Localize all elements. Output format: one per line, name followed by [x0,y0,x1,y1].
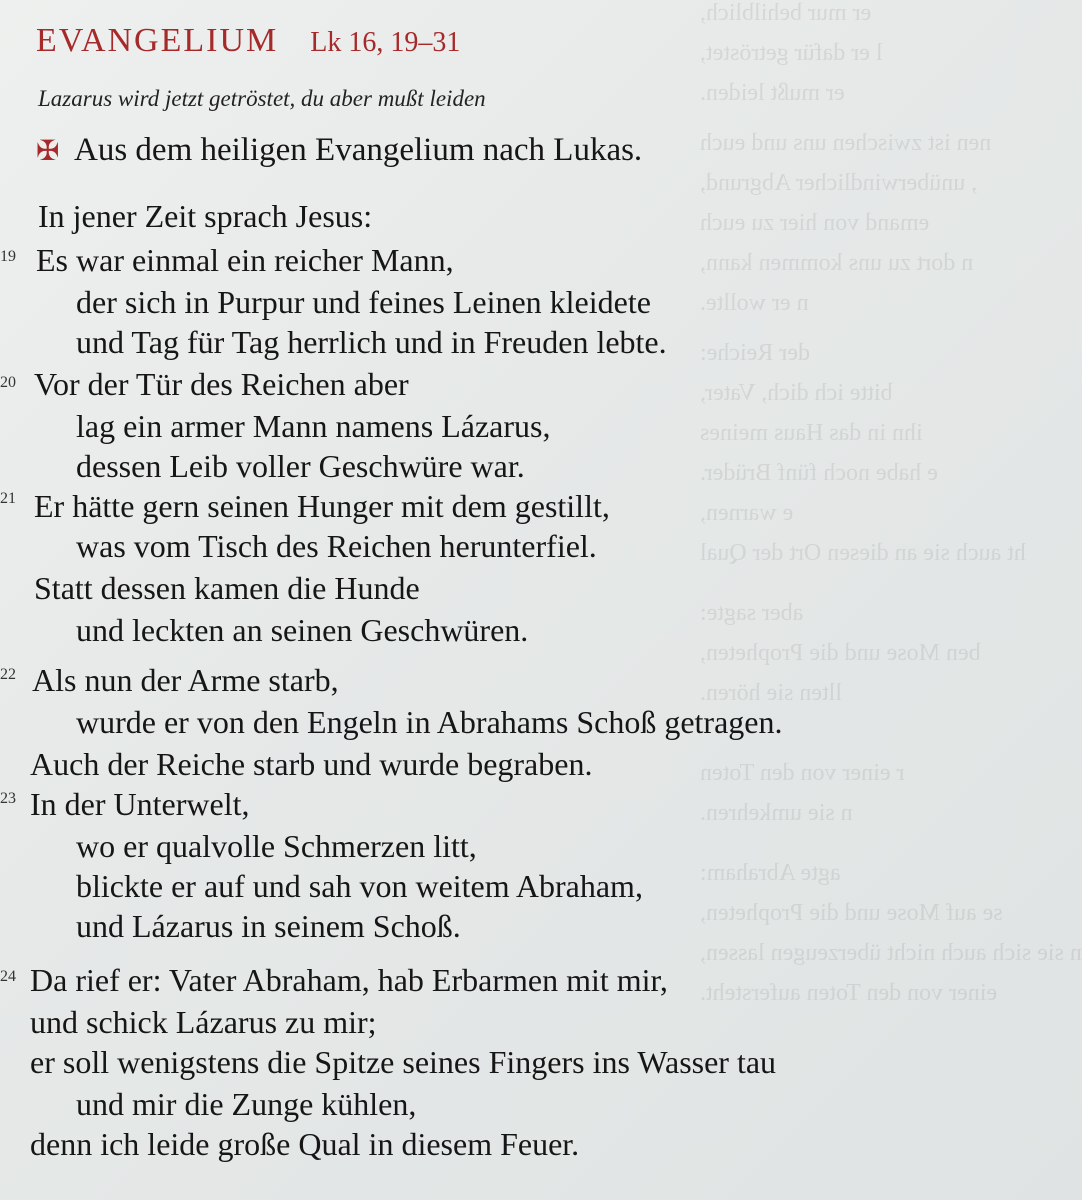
text-line: lag ein armer Mann namens Lázarus, [76,408,551,444]
gospel-heading [36,22,460,60]
text-line: was vom Tisch des Reichen herunterfiel. [76,528,597,564]
text-line: Vor der Tür des Reichen aber [34,366,409,402]
text-line: der sich in Purpur und feines Leinen kleidete [76,284,651,320]
gospel-subtitle: Lazarus wird jetzt getröstet, du aber mußt leiden [38,86,486,111]
text-line: dessen Leib voller Geschwüre war. [76,448,525,484]
introduction-text: Aus dem heiligen Evangelium nach Lukas. [74,132,643,168]
scripture-reference: Lk 16, 19–31 [310,27,461,58]
text-line: Er hätte gern seinen Hunger mit dem gestillt, [34,488,610,524]
text-line: In der Unterwelt, [30,786,250,822]
text-line: und schick Lázarus zu mir; [30,1004,377,1040]
text-line: und leckten an seinen Geschwüren. [76,612,529,648]
show-through-text: er mur behilblich, l er dafür getröstet, er mußt leiden. nen ist zwischen uns und euch , unüberwindlicher Abgrund, emand von hier zu euch n dort zu uns kommen kann, n er wollte. der Reiche: bitte ich dich, Vater, ihn in das Haus meines e habe noch fünf Brüder. e warnen, ht auch sie an diesen Ort der Qual aber sagte: ben Mose und die Propheten, llten sie hören. r einer von den Toten n sie umkehren. agte Abraham: se auf Mose und die Propheten, n sie sich auch nicht überzeugen lassen, einer von den Toten aufersteht. [700,0,1082,1006]
verse-number: 21 [0,490,16,507]
gospel-introduction [36,132,642,169]
text-line: blickte er auf und sah von weitem Abraham, [76,868,643,904]
verse-number: 23 [0,790,16,807]
text-line: denn ich leide große Qual in diesem Feuer. [30,1126,580,1162]
text-line: und Lázarus in seinem Schoß. [76,908,461,944]
verse-number: 19 [0,248,16,265]
text-line: In jener Zeit sprach Jesus: [38,198,373,234]
text-line: Auch der Reiche starb und wurde begraben. [30,746,593,782]
verse-number: 24 [0,968,16,985]
verse-number: 20 [0,374,16,391]
page-title: EVANGELIUM [36,22,279,59]
text-line: und Tag für Tag herrlich und in Freuden lebte. [76,324,667,360]
text-line: wo er qualvolle Schmerzen litt, [76,828,477,864]
text-line: Als nun der Arme starb, [32,662,339,698]
verse-number: 22 [0,666,16,683]
text-line: Es war einmal ein reicher Mann, [36,242,454,278]
text-line: und mir die Zunge kühlen, [76,1086,417,1122]
text-line: wurde er von den Engeln in Abrahams Schoß getragen. [76,704,783,740]
text-line: Statt dessen kamen die Hunde [34,570,420,606]
cross-icon: ✠ [36,136,60,167]
text-line: er soll wenigstens die Spitze seines Fingers ins Wasser tau [30,1044,777,1080]
text-line: Da rief er: Vater Abraham, hab Erbarmen mit mir, [30,962,668,998]
